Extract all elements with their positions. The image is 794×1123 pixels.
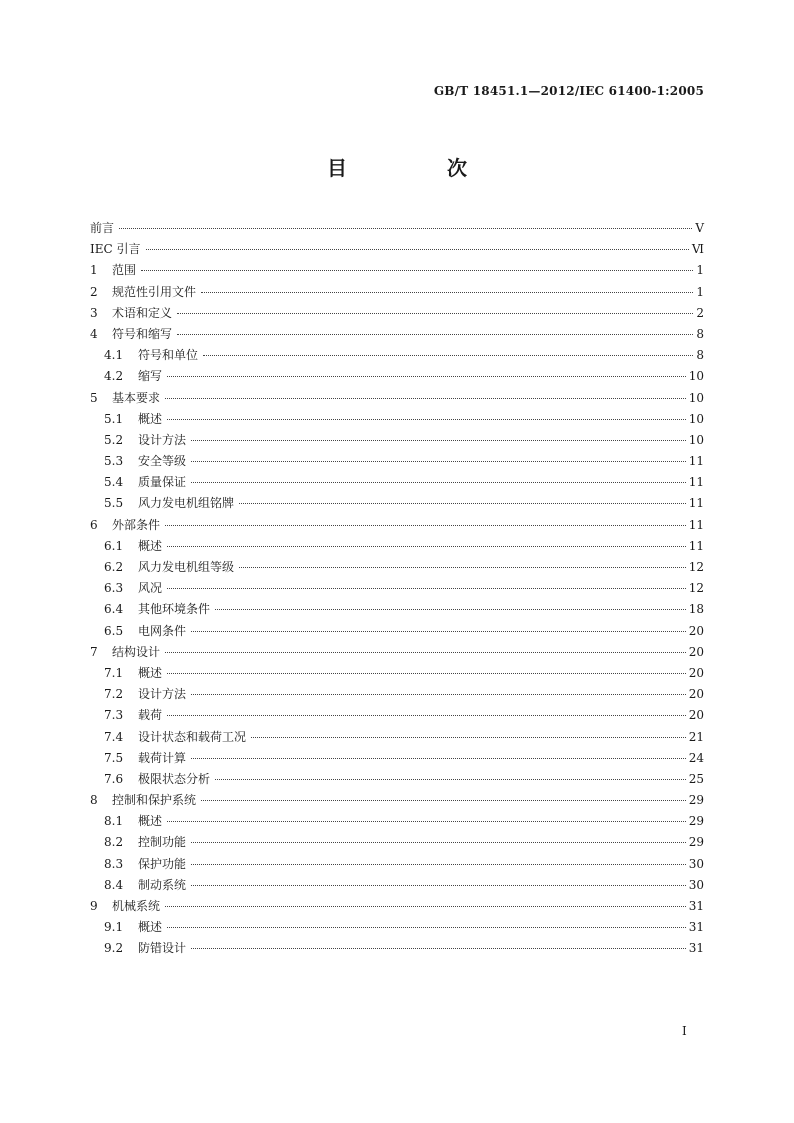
toc-entry-label: 保护功能 (138, 856, 187, 871)
toc-entry-page: 31 (688, 899, 704, 913)
toc-leader-dots (251, 737, 686, 738)
toc-entry[interactable] (90, 433, 704, 454)
toc-entry-page: 18 (688, 602, 704, 617)
toc-leader-dots (167, 715, 686, 716)
toc-entry[interactable] (90, 306, 704, 327)
toc-leader-dots (215, 609, 686, 610)
toc-leader-dots (177, 313, 693, 314)
toc-entry-label: 范围 (112, 263, 137, 278)
toc-entry[interactable] (90, 814, 704, 835)
toc-entry-page: 20 (688, 665, 704, 680)
toc-leader-dots (167, 927, 686, 928)
toc-entry-page: 10 (688, 369, 704, 384)
toc-entry-number: 7 (90, 644, 98, 659)
toc-entry[interactable] (90, 475, 704, 496)
toc-entry[interactable] (90, 920, 704, 941)
toc-entry-number: 6.4 (104, 602, 124, 617)
toc-entry-number: 9.2 (104, 941, 124, 956)
toc-entry-number: 8.1 (104, 814, 124, 829)
toc-entry-page: 12 (688, 581, 704, 596)
toc-entry[interactable] (90, 899, 704, 920)
toc-entry-number: 7.3 (104, 708, 124, 723)
toc-entry-label: 缩写 (138, 369, 163, 384)
toc-entry-number: 8.4 (104, 877, 124, 892)
toc-leader-dots (203, 355, 693, 356)
toc-entry[interactable] (90, 560, 704, 581)
toc-entry-number: 5.3 (104, 454, 124, 469)
toc-entry-page: 10 (688, 390, 704, 405)
toc-entry-page: 12 (688, 560, 704, 574)
toc-entry-label: 设计方法 (138, 432, 187, 447)
toc-entry[interactable] (90, 369, 704, 390)
toc-entry-page: 31 (688, 920, 704, 935)
toc-entry-page: 10 (688, 411, 704, 426)
table-of-contents (90, 221, 704, 963)
toc-entry-page: 25 (688, 771, 704, 786)
toc-entry[interactable] (90, 645, 704, 666)
toc-entry[interactable] (90, 878, 704, 899)
toc-entry-page: 24 (688, 750, 704, 765)
toc-entry-label: 载荷 (138, 708, 163, 723)
toc-entry[interactable] (90, 687, 704, 708)
toc-entry-label: 符号和缩写 (112, 326, 173, 341)
toc-entry-page: 11 (688, 538, 704, 553)
toc-leader-dots (239, 503, 686, 504)
toc-leader-dots (165, 906, 686, 907)
toc-entry-number: 4 (90, 326, 98, 341)
toc-entry[interactable] (90, 835, 704, 856)
toc-entry-page: Ⅵ (691, 242, 704, 257)
toc-entry[interactable] (90, 327, 704, 348)
toc-leader-dots (167, 588, 686, 589)
toc-entry-number: 6.3 (104, 581, 124, 596)
toc-leader-dots (167, 821, 686, 822)
page-title: 目 次 (327, 156, 507, 180)
toc-entry-number: 1 (90, 263, 98, 278)
toc-entry[interactable] (90, 772, 704, 793)
page-number: Ⅰ (682, 1024, 687, 1038)
toc-entry-page: 31 (688, 941, 704, 956)
toc-entry-label: 风力发电机组铭牌 (138, 496, 235, 511)
toc-leader-dots (165, 652, 686, 653)
toc-entry[interactable] (90, 793, 704, 814)
toc-entry-number: 5.2 (104, 432, 124, 447)
toc-leader-dots (119, 228, 692, 229)
toc-entry-label: 其他环境条件 (138, 602, 211, 617)
toc-entry-label: 安全等级 (138, 454, 187, 469)
toc-leader-dots (191, 440, 686, 441)
toc-entry-label: 概述 (138, 538, 163, 553)
toc-entry-number: 9.1 (104, 920, 124, 935)
toc-leader-dots (191, 694, 686, 695)
toc-entry-page: 20 (688, 708, 704, 723)
toc-entry-label: 基本要求 (112, 390, 161, 405)
toc-leader-dots (191, 758, 686, 759)
toc-leader-dots (191, 885, 686, 886)
toc-entry-label: 风况 (138, 581, 163, 596)
toc-entry-page: 29 (688, 793, 704, 808)
toc-entry-number: 4.1 (104, 348, 124, 363)
toc-entry-label: 外部条件 (112, 517, 161, 532)
toc-entry[interactable] (90, 708, 704, 729)
toc-entry[interactable] (90, 666, 704, 687)
toc-entry-label: 机械系统 (112, 899, 161, 913)
toc-entry-label: 控制功能 (138, 835, 187, 850)
toc-entry[interactable] (90, 496, 704, 517)
toc-entry-number: 7.5 (104, 750, 124, 765)
toc-entry-page: 20 (688, 687, 704, 702)
toc-leader-dots (215, 779, 686, 780)
toc-entry-number: 2 (90, 284, 98, 299)
toc-entry-label: 制动系统 (138, 877, 187, 892)
toc-entry-label: 设计状态和载荷工况 (138, 729, 247, 744)
toc-entry-label: 概述 (138, 665, 163, 680)
toc-entry-number: 4.2 (104, 369, 124, 384)
toc-entry-page: 21 (688, 729, 704, 744)
toc-leader-dots (239, 567, 686, 568)
toc-entry[interactable] (90, 581, 704, 602)
toc-entry-number: 9 (90, 899, 98, 913)
toc-leader-dots (201, 292, 693, 293)
toc-entry-page: 20 (688, 644, 704, 659)
toc-entry-page: 30 (688, 856, 704, 871)
toc-entry-number: 6.5 (104, 623, 124, 638)
toc-entry-label: 符号和单位 (138, 348, 199, 363)
toc-entry-label: 结构设计 (112, 644, 161, 659)
toc-entry[interactable] (90, 412, 704, 433)
toc-entry-page: 10 (688, 432, 704, 447)
toc-entry-page: 8 (696, 326, 704, 341)
toc-entry-label: 概述 (138, 411, 163, 426)
toc-entry-number: 5 (90, 390, 98, 405)
toc-entry-label: 防错设计 (138, 941, 187, 956)
toc-leader-dots (165, 398, 686, 399)
toc-entry-page: 30 (688, 877, 704, 892)
toc-leader-dots (191, 948, 686, 949)
toc-entry-number: 6 (90, 517, 98, 532)
toc-entry-number: 7.2 (104, 687, 124, 702)
toc-entry-page: 2 (696, 305, 704, 320)
toc-leader-dots (165, 525, 686, 526)
toc-entry[interactable] (90, 454, 704, 475)
toc-leader-dots (167, 376, 686, 377)
toc-leader-dots (167, 419, 686, 420)
toc-leader-dots (177, 334, 693, 335)
toc-entry[interactable] (90, 391, 704, 412)
toc-leader-dots (191, 482, 686, 483)
toc-entry-number: 5.5 (104, 496, 124, 511)
toc-entry-number: 5.1 (104, 411, 124, 426)
toc-entry-page: 1 (696, 263, 704, 278)
toc-entry-page: 11 (688, 517, 704, 532)
toc-entry-number: 7.1 (104, 665, 124, 680)
toc-entry-label: 前言 (90, 221, 115, 235)
toc-entry-label: 质量保证 (138, 475, 187, 490)
toc-entry-page: 20 (688, 623, 704, 638)
toc-entry-number: 5.4 (104, 475, 124, 490)
toc-entry-label: 概述 (138, 920, 163, 935)
toc-leader-dots (191, 461, 686, 462)
toc-entry-label: 电网条件 (138, 623, 187, 638)
toc-entry-page: Ⅴ (695, 221, 704, 235)
toc-entry-label: 术语和定义 (112, 305, 173, 320)
toc-entry[interactable] (90, 263, 704, 284)
toc-entry-label: 概述 (138, 814, 163, 829)
toc-entry[interactable] (90, 348, 704, 369)
toc-leader-dots (146, 249, 689, 250)
toc-entry[interactable] (90, 857, 704, 878)
toc-entry-number: 7.4 (104, 729, 124, 744)
toc-leader-dots (167, 673, 686, 674)
document-header-id: GB/T 18451.1—2012/IEC 61400-1:2005 (433, 84, 704, 98)
toc-entry-page: 11 (688, 454, 704, 469)
toc-entry-label: 控制和保护系统 (112, 793, 197, 808)
toc-entry-page: 29 (688, 814, 704, 829)
toc-entry-page: 11 (688, 475, 704, 490)
toc-entry-page: 29 (688, 835, 704, 850)
toc-entry-label: 设计方法 (138, 687, 187, 702)
toc-entry-number: 8.3 (104, 856, 124, 871)
toc-entry-number: 8.2 (104, 835, 124, 850)
toc-leader-dots (191, 631, 686, 632)
toc-leader-dots (191, 842, 686, 843)
toc-entry[interactable] (90, 285, 704, 306)
toc-entry-number: 3 (90, 305, 98, 320)
toc-entry-label: 风力发电机组等级 (138, 560, 235, 574)
toc-entry[interactable] (90, 730, 704, 751)
toc-entry-page: 1 (696, 284, 704, 299)
toc-entry[interactable] (90, 518, 704, 539)
toc-entry[interactable] (90, 941, 704, 962)
toc-leader-dots (201, 800, 686, 801)
toc-entry[interactable] (90, 751, 704, 772)
toc-leader-dots (167, 546, 686, 547)
toc-entry-label: 极限状态分析 (138, 771, 211, 786)
toc-entry[interactable] (90, 242, 704, 263)
toc-entry-number: 6.2 (104, 560, 124, 574)
toc-entry[interactable] (90, 602, 704, 623)
toc-entry[interactable] (90, 221, 704, 242)
toc-leader-dots (191, 864, 686, 865)
toc-entry[interactable] (90, 539, 704, 560)
toc-entry-label: IEC 引言 (90, 242, 141, 257)
toc-entry-page: 8 (696, 348, 704, 363)
toc-entry-number: 7.6 (104, 771, 124, 786)
toc-entry-number: 8 (90, 793, 98, 808)
toc-entry-label: 规范性引用文件 (112, 284, 197, 299)
toc-entry-page: 11 (688, 496, 704, 511)
toc-entry-label: 载荷计算 (138, 750, 187, 765)
toc-entry-number: 6.1 (104, 538, 124, 553)
toc-leader-dots (141, 270, 693, 271)
toc-entry[interactable] (90, 624, 704, 645)
